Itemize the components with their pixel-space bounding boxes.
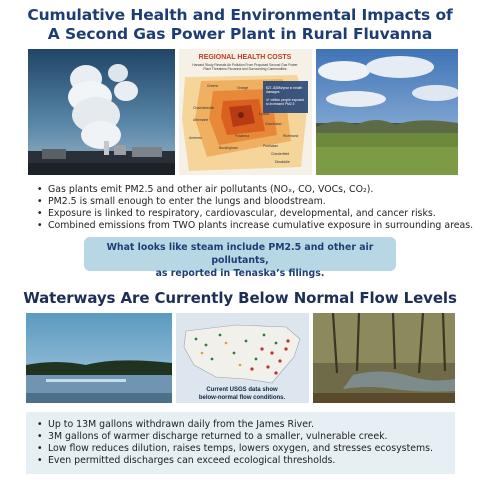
callout-line1: What looks like steam include PM2.5 and other air pollutants,: [106, 242, 374, 266]
place-label: Orange: [237, 86, 249, 90]
list-item: • Exposure is linked to respiratory, cardiovascular, developmental, and cancer risks.: [34, 208, 473, 220]
map-title: REGIONAL HEALTH COSTS: [198, 54, 292, 61]
water-impacts-list: [34, 419, 433, 467]
place-label: Richmond: [283, 134, 299, 138]
place-label: Fluvanna: [235, 134, 249, 138]
place-label: Charlottesville: [193, 106, 215, 110]
place-label: Chesterfield: [271, 152, 290, 156]
power-plant-photo: [28, 49, 175, 175]
place-label: Buckingham: [219, 146, 238, 150]
page-title-line1: Cumulative Health and Environmental Impacts of: [27, 6, 453, 24]
rural-landscape-photo: [316, 49, 458, 175]
map-caption-line2: below-normal flow conditions.: [198, 395, 286, 401]
place-label: Amherst: [189, 136, 202, 140]
steam-callout: [84, 237, 396, 279]
callout-line2: as reported in Tenaska’s filings.: [155, 268, 325, 279]
air-impacts-list: [34, 184, 473, 232]
list-item: • Gas plants emit PM2.5 and other air pollutants (NOₓ, CO, VOCs, CO₂).: [34, 184, 473, 196]
map-subtitle-line1: Harvard Study Reveals Air Pollution From Proposed Second Gas Power: [192, 63, 298, 67]
list-item: • Up to 13M gallons withdrawn daily from the James River.: [34, 419, 433, 431]
place-label: Albemarle: [193, 118, 209, 122]
place-label: Dinwiddie: [275, 160, 290, 164]
place-label: Goochland: [265, 122, 282, 126]
map-caption-line1: Current USGS data show: [206, 387, 278, 393]
legend-item2-line2: to increased PM2.5: [266, 102, 295, 106]
list-item: • Even permitted discharges can exceed ecological thresholds.: [34, 455, 433, 467]
section-title-waterways: Waterways Are Currently Below Normal Flow Levels: [23, 289, 457, 307]
river-photo: [26, 313, 172, 403]
list-item: • Combined emissions from TWO plants increase cumulative exposure in surrounding areas.: [34, 220, 473, 232]
creek-photo: [313, 313, 455, 403]
page-title-line2: A Second Gas Power Plant in Rural Fluvanna: [47, 25, 433, 43]
usgs-flow-map: [176, 313, 309, 403]
place-label: Louisa: [259, 112, 269, 116]
list-item: • Low flow reduces dilution, raises temps, lowers oxygen, and stresses ecosystems.: [34, 443, 433, 455]
place-label: Greene: [207, 84, 219, 88]
legend-item2-line1: 4+ million people exposed: [266, 98, 305, 102]
legend-item1-line2: damages: [266, 90, 280, 94]
place-label: Powhatan: [263, 144, 279, 148]
regional-health-costs-map: [179, 49, 312, 175]
list-item: • 3M gallons of warmer discharge returned to a smaller, vulnerable creek.: [34, 431, 433, 443]
map-subtitle-line2: Plant Threatens Fluvanna and Surrounding Communities: [203, 67, 287, 71]
legend-item1-line1: $27–$38M/year in health: [266, 86, 303, 90]
list-item: • PM2.5 is small enough to enter the lungs and bloodstream.: [34, 196, 473, 208]
